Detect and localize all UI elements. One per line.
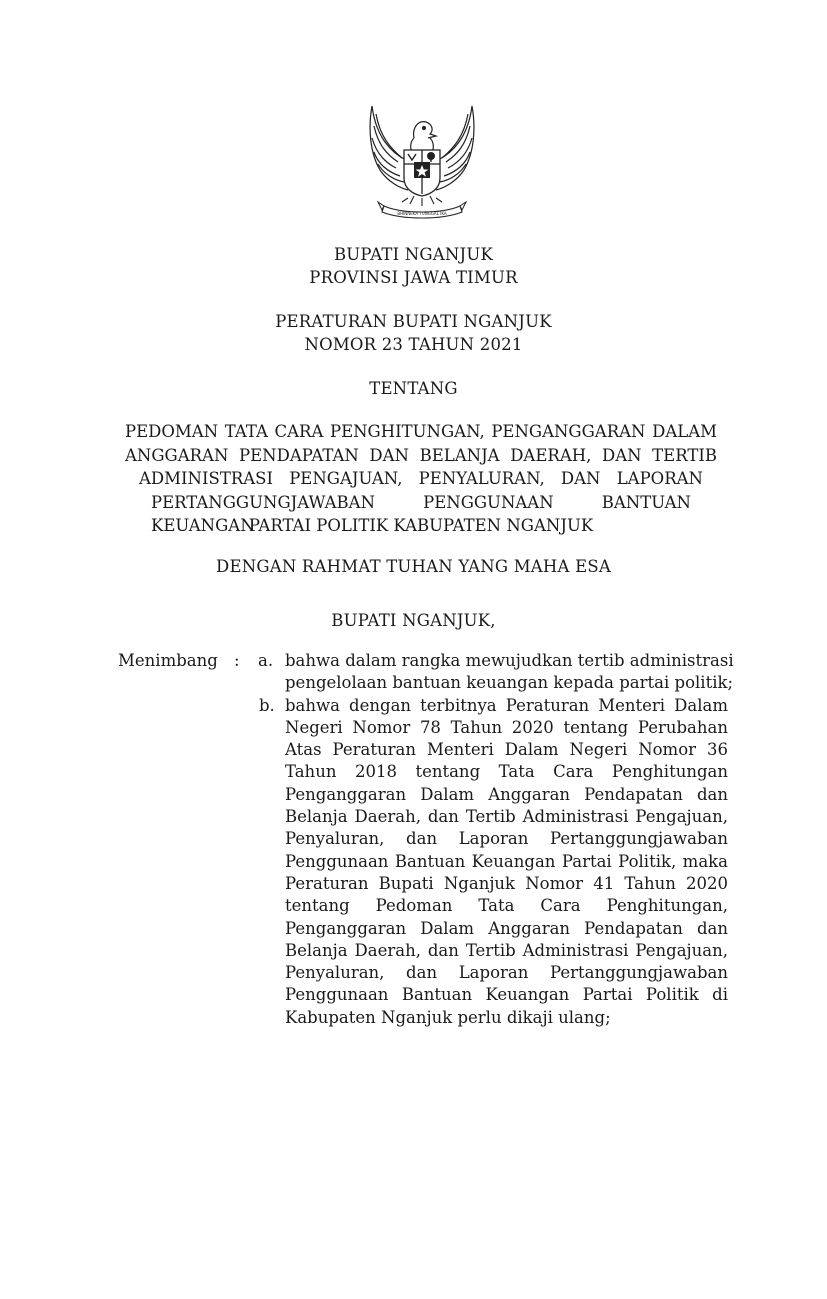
- text-line: Atas Peraturan Menteri Dalam Negeri Nomor 36: [285, 740, 728, 760]
- text-line: bahwa dengan terbitnya Peraturan Menteri Dalam: [285, 695, 728, 715]
- text-line: Penggunaan Bantuan Keuangan Partai Politik di: [285, 985, 728, 1005]
- text-line: Belanja Daerah, dan Tertib Administrasi Pengajuan,: [285, 940, 728, 960]
- item-text: [285, 650, 734, 695]
- text-line: pengelolaan bantuan keuangan kepada partai politik;: [285, 673, 734, 693]
- text-line: Penganggaran Dalam Anggaran Pendapatan dan: [285, 918, 728, 938]
- text-line: Penyaluran, dan Laporan Pertanggungjawaban: [285, 829, 728, 849]
- subject-line: PEDOMAN TATA CARA PENGHITUNGAN, PENGANGGARAN DALAM: [125, 422, 717, 441]
- svg-text:BHINNEKA TUNGGAL IKA: BHINNEKA TUNGGAL IKA: [397, 211, 447, 216]
- text-line: Kabupaten Nganjuk perlu dikaji ulang;: [285, 1007, 611, 1027]
- subject-line: PARTAI POLITIK KABUPATEN NGANJUK: [248, 516, 594, 535]
- issuer-title: BUPATI NGANJUK: [333, 245, 494, 264]
- text-line: Penyaluran, dan Laporan Pertanggungjawaban: [285, 963, 728, 983]
- considering-colon: :: [234, 651, 240, 670]
- authority: BUPATI NGANJUK,: [331, 611, 496, 630]
- item-letter: b.: [259, 695, 275, 715]
- considering-item-a: [118, 650, 734, 695]
- item-letter: a.: [258, 651, 274, 670]
- considering-label: Menimbang: [118, 651, 218, 670]
- text-line: Penganggaran Dalam Anggaran Pendapatan dan: [285, 784, 728, 804]
- subject-line: PERTANGGUNGJAWABAN PENGGUNAAN BANTUAN KEUANGAN: [151, 492, 691, 535]
- text-line: Penggunaan Bantuan Keuangan Partai Politik, maka: [285, 851, 728, 871]
- regulation-title: PERATURAN BUPATI NGANJUK: [275, 312, 552, 331]
- subject-line: ADMINISTRASI PENGAJUAN, PENYALURAN, DAN LAPORAN: [139, 469, 703, 488]
- considering-section: [118, 650, 734, 1029]
- item-text: [285, 695, 728, 1029]
- text-line: Belanja Daerah, dan Tertib Administrasi Pengajuan,: [285, 807, 728, 827]
- considering-item-b: [118, 695, 730, 1029]
- regulation-number: NOMOR 23 TAHUN 2021: [304, 335, 523, 354]
- regulation-subject: [125, 420, 717, 538]
- regulation-about: TENTANG: [369, 379, 458, 398]
- text-line: tentang Pedoman Tata Cara Penghitungan,: [285, 896, 728, 916]
- text-line: bahwa dalam rangka mewujudkan tertib administrasi: [285, 651, 734, 670]
- invocation: DENGAN RAHMAT TUHAN YANG MAHA ESA: [216, 557, 611, 576]
- text-line: Peraturan Bupati Nganjuk Nomor 41 Tahun 2020: [285, 873, 728, 893]
- garuda-emblem-icon: [362, 98, 482, 224]
- issuer-province: PROVINSI JAWA TIMUR: [309, 268, 518, 287]
- text-line: Negeri Nomor 78 Tahun 2020 tentang Perubahan: [285, 717, 728, 737]
- text-line: Tahun 2018 tentang Tata Cara Penghitungan: [285, 762, 728, 782]
- subject-line: ANGGARAN PENDAPATAN DAN BELANJA DAERAH, DAN TERTIB: [125, 445, 717, 465]
